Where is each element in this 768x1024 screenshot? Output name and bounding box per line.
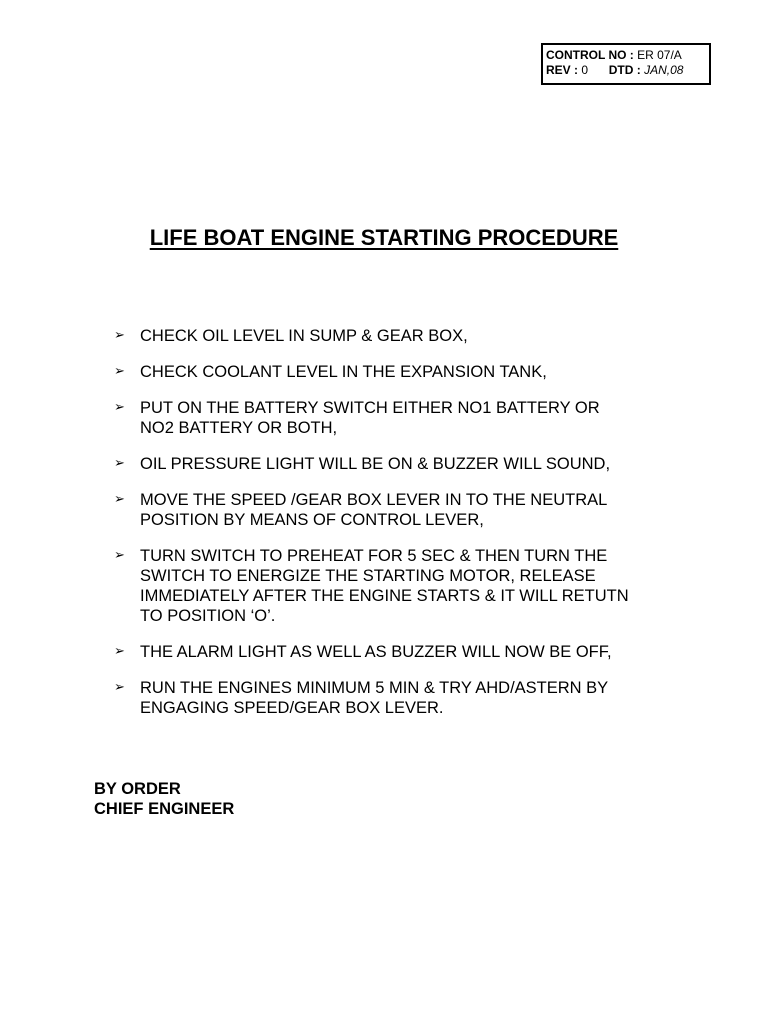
signoff-block xyxy=(94,779,234,819)
control-number-value: ER 07/A xyxy=(637,48,682,62)
procedure-step-text: THE ALARM LIGHT AS WELL AS BUZZER WILL NOW BE OFF, xyxy=(140,643,612,661)
procedure-step-text: MOVE THE SPEED /GEAR BOX LEVER IN TO THE NEUTRAL POSITION BY MEANS OF CONTROL LEVER, xyxy=(140,491,608,529)
date-label: DTD : xyxy=(608,63,641,77)
procedure-step xyxy=(114,326,674,346)
procedure-step-text: TURN SWITCH TO PREHEAT FOR 5 SEC & THEN TURN THE SWITCH TO ENERGIZE THE STARTING MOTOR, RELEASE IMMEDIATELY AFTER THE ENGINE STARTS & IT WILL RETUTN TO POSITION ‘O’. xyxy=(140,547,629,625)
procedure-step-text: CHECK OIL LEVEL IN SUMP & GEAR BOX, xyxy=(140,327,468,345)
revision-row xyxy=(546,63,709,78)
arrowhead-bullet-icon: ➢ xyxy=(114,328,125,343)
control-number-label: CONTROL NO : xyxy=(546,48,634,62)
page-title-text: LIFE BOAT ENGINE STARTING PROCEDURE xyxy=(149,225,619,250)
arrowhead-bullet-icon: ➢ xyxy=(114,364,125,379)
procedure-step-text: OIL PRESSURE LIGHT WILL BE ON & BUZZER WILL SOUND, xyxy=(140,455,611,473)
procedure-step xyxy=(114,642,674,662)
procedure-step-text: CHECK COOLANT LEVEL IN THE EXPANSION TANK, xyxy=(140,363,547,381)
arrowhead-bullet-icon: ➢ xyxy=(114,492,125,507)
signoff-chief-engineer: CHIEF ENGINEER xyxy=(94,800,235,818)
revision-label: REV : xyxy=(546,63,579,77)
procedure-step xyxy=(114,546,674,626)
procedure-step xyxy=(114,490,674,530)
arrowhead-bullet-icon: ➢ xyxy=(114,680,125,695)
page-title xyxy=(0,224,768,252)
revision-value: 0 xyxy=(581,63,589,77)
arrowhead-bullet-icon: ➢ xyxy=(114,400,125,415)
procedure-step xyxy=(114,398,674,438)
arrowhead-bullet-icon: ➢ xyxy=(114,548,125,563)
procedure-step-text: RUN THE ENGINES MINIMUM 5 MIN & TRY AHD/ASTERN BY ENGAGING SPEED/GEAR BOX LEVER. xyxy=(140,679,609,717)
arrowhead-bullet-icon: ➢ xyxy=(114,644,125,659)
arrowhead-bullet-icon: ➢ xyxy=(114,456,125,471)
procedure-step-text: PUT ON THE BATTERY SWITCH EITHER NO1 BATTERY OR NO2 BATTERY OR BOTH, xyxy=(140,399,600,437)
document-control-box xyxy=(541,43,711,85)
control-number-row xyxy=(546,48,709,63)
signoff-by-order: BY ORDER xyxy=(94,780,181,798)
procedure-step xyxy=(114,362,674,382)
procedure-step xyxy=(114,678,674,718)
procedure-step-list xyxy=(114,326,674,734)
date-value: JAN,08 xyxy=(644,63,684,77)
procedure-step xyxy=(114,454,674,474)
